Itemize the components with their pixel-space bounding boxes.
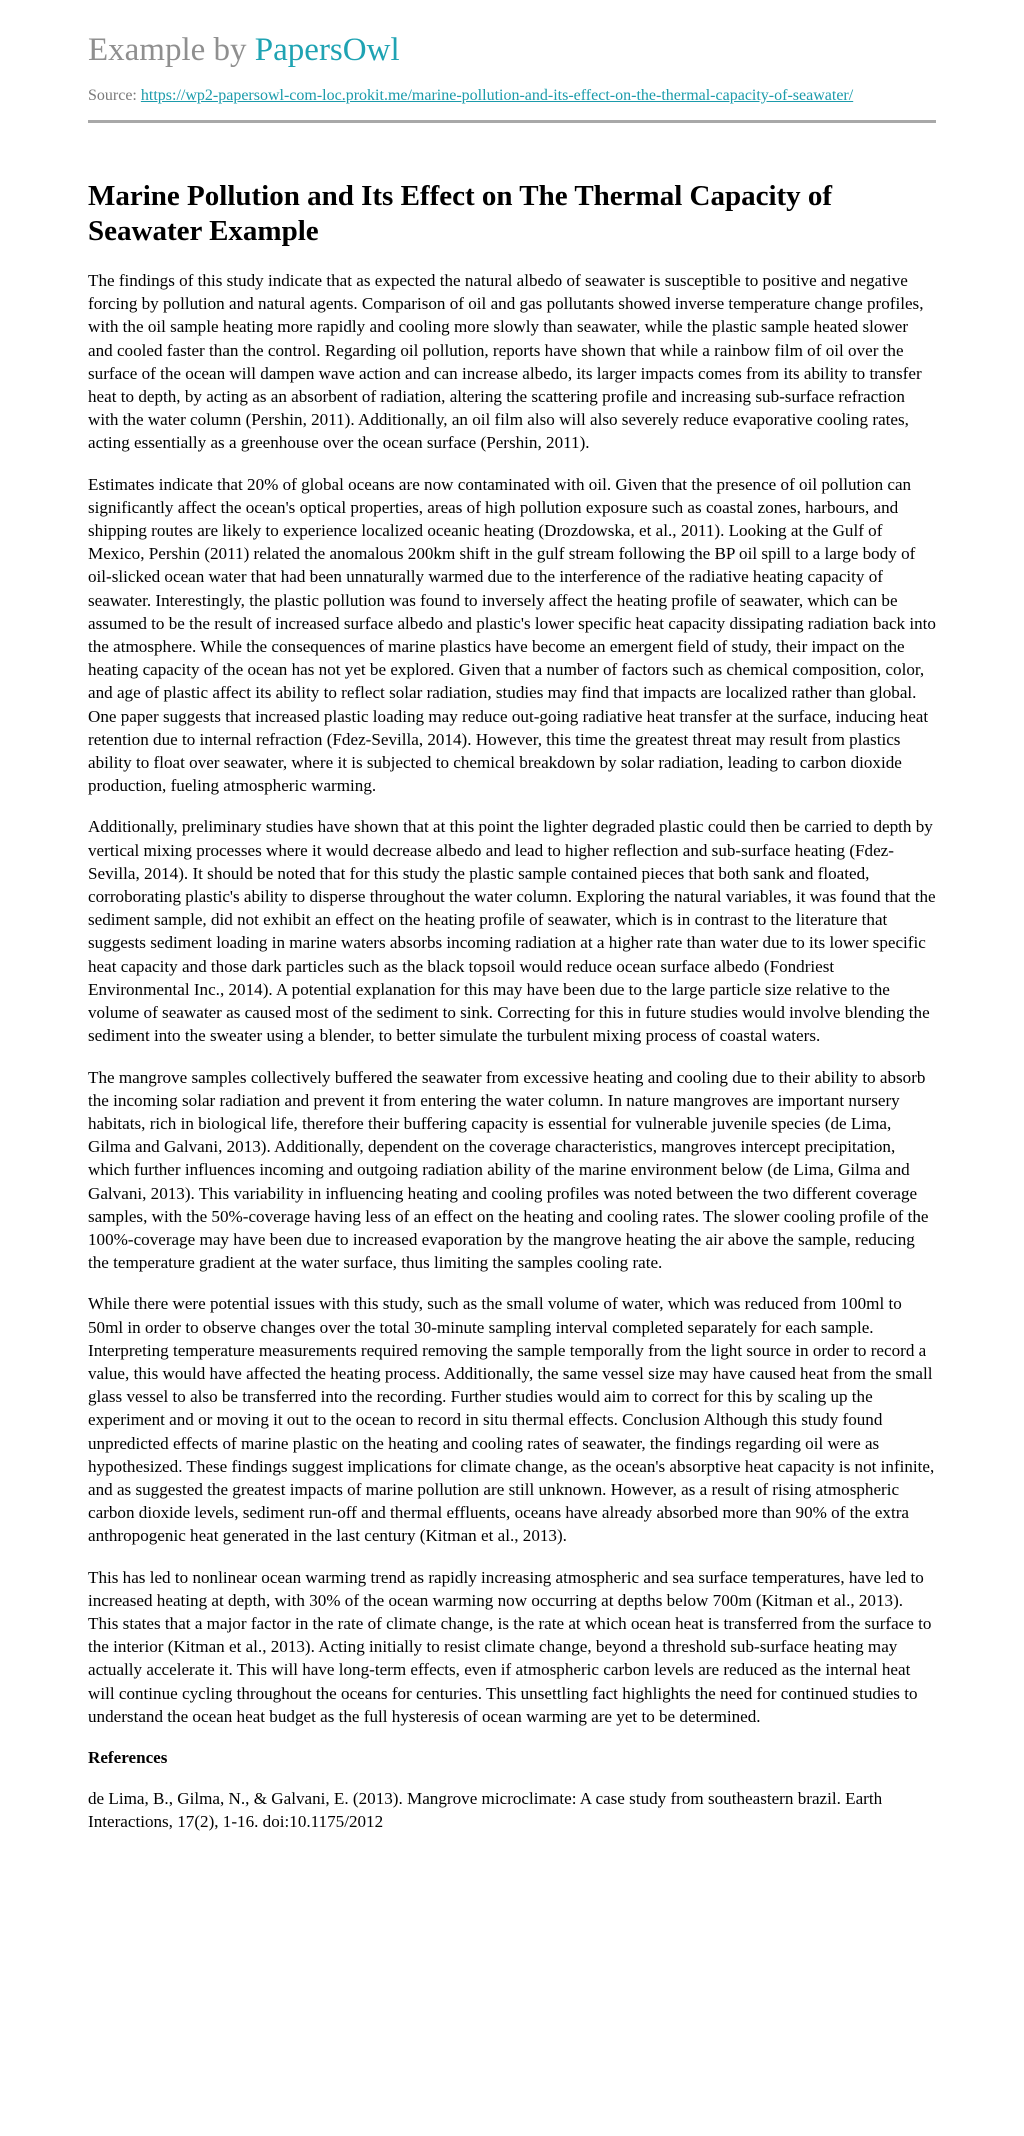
reference-item: de Lima, B., Gilma, N., & Galvani, E. (2013). Mangrove microclimate: A case study from southeastern brazil. Earth Interactions, 17(2), 1-16. doi:10.1175/2012 <box>88 1788 883 1832</box>
source-line <box>88 86 936 106</box>
article <box>88 179 936 1833</box>
header-divider <box>88 120 936 123</box>
source-link[interactable]: https://wp2-papersowl-com-loc.prokit.me/marine-pollution-and-its-effect-on-the-thermal-capacity-of-seawater/ <box>140 87 854 104</box>
site-header <box>88 28 936 123</box>
article-paragraph: This has led to nonlinear ocean warming trend as rapidly increasing atmospheric and sea surface temperatures, have led to increased heating at depth, with 30% of the ocean warming now occurring at depths below 700m (Kitman et al., 2013). This states that a major factor in the rate of climate change, is the rate at which ocean heat is transferred from the surface to the interior (Kitman et al., 2013). Acting initially to resist climate change, beyond a threshold sub-surface heating may actually accelerate it. This will have long-term effects, even if atmospheric carbon levels are reduced as the internal heat will continue cycling throughout the oceans for centuries. This unsettling fact highlights the need for continued studies to understand the ocean heat budget as the full hysteresis of ocean warming are yet to be determined. <box>88 1567 932 1726</box>
article-paragraph: Estimates indicate that 20% of global oceans are now contaminated with oil. Given that the presence of oil pollution can significantly affect the ocean's optical properties, areas of high pollution exposure such as coastal zones, harbours, and shipping routes are likely to experience localized oceanic heating (Drozdowska, et al., 2011). Looking at the Gulf of Mexico, Pershin (2011) related the anomalous 200km shift in the gulf stream following the BP oil spill to a large body of oil-slicked ocean water that had been unnaturally warmed due to the interference of the radiative heating capacity of seawater. Interestingly, the plastic pollution was found to inversely affect the heating profile of seawater, which can be assumed to be the result of increased surface albedo and plastic's lower specific heat capacity dissipating radiation back into the atmosphere. While the consequences of marine plastics have become an emergent field of study, their impact on the heating capacity of the ocean has not yet be explored. Given that a number of factors such as chemical composition, color, and age of plastic affect its ability to reflect solar radiation, studies may find that impacts are localized rather than global. One paper suggests that increased plastic loading may reduce out-going radiative heat transfer at the surface, inducing heat retention due to internal refraction (Fdez-Sevilla, 2014). However, this time the greatest threat may result from plastics ability to float over seawater, where it is subjected to chemical breakdown by solar radiation, leading to carbon dioxide production, fueling atmospheric warming. <box>88 474 936 796</box>
article-paragraph: The mangrove samples collectively buffered the seawater from excessive heating and cooling due to their ability to absorb the incoming solar radiation and prevent it from entering the water column. In nature mangroves are important nursery habitats, rich in biological life, therefore their buffering capacity is essential for vulnerable juvenile species (de Lima, Gilma and Galvani, 2013). Additionally, dependent on the coverage characteristics, mangroves intercept precipitation, which further influences incoming and outgoing radiation ability of the marine environment below (de Lima, Gilma and Galvani, 2013). This variability in influencing heating and cooling profiles was noted between the two different coverage samples, with the 50%-coverage having less of an effect on the heating and cooling rates. The slower cooling profile of the 100%-coverage may have been due to increased evaporation by the mangrove heating the air above the sample, reducing the temperature gradient at the water surface, thus limiting the samples cooling rate. <box>88 1067 929 1273</box>
references-heading: References <box>88 1747 168 1767</box>
article-paragraph: While there were potential issues with this study, such as the small volume of water, which was reduced from 100ml to 50ml in order to observe changes over the total 30-minute sampling interval completed separately for each sample. Interpreting temperature measurements required removing the sample temporally from the light source in order to record a value, this would have affected the heating process. Additionally, the same vessel size may have caused heat from the small glass vessel to also be transferred into the recording. Further studies would aim to correct for this by scaling up the experiment and or moving it out to the ocean to record in situ thermal effects. Conclusion Although this study found unpredicted effects of marine plastic on the heating and cooling rates of seawater, the findings regarding oil were as hypothesized. These findings suggest implications for climate change, as the ocean's absorptive heat capacity is not infinite, and as suggested the greatest impacts of marine pollution are still unknown. However, as a result of rising atmospheric carbon dioxide levels, sediment run-off and thermal effluents, oceans have already absorbed more than 90% of the extra anthropogenic heat generated in the last century (Kitman et al., 2013). <box>88 1294 935 1546</box>
brand-prefix: Example by <box>88 32 255 68</box>
article-paragraph: Additionally, preliminary studies have shown that at this point the lighter degraded plastic could then be carried to depth by vertical mixing processes where it would decrease albedo and lead to higher reflection and sub-surface heating (Fdez-Sevilla, 2014). It should be noted that for this study the plastic sample contained pieces that both sank and floated, corroborating plastic's ability to disperse throughout the water column. Exploring the natural variables, it was found that the sediment sample, did not exhibit an effect on the heating profile of seawater, which is in contrast to the literature that suggests sediment loading in marine waters absorbs incoming radiation at a higher rate than water due to its lower specific heat capacity and those dark particles such as the black topsoil would reduce ocean surface albedo (Fondriest Environmental Inc., 2014). A potential explanation for this may have been due to the large particle size relative to the volume of seawater as caused most of the sediment to sink. Correcting for this in future studies would involve blending the sediment into the sweater using a blender, to better simulate the turbulent mixing process of coastal waters. <box>88 817 936 1046</box>
brand-name: PapersOwl <box>254 32 400 68</box>
article-title: Marine Pollution and Its Effect on The Thermal Capacity of Seawater Example <box>88 180 833 247</box>
brand-heading <box>88 28 936 72</box>
article-paragraph: The findings of this study indicate that as expected the natural albedo of seawater is susceptible to positive and negative forcing by pollution and natural agents. Comparison of oil and gas pollutants showed inverse temperature change profiles, with the oil sample heating more rapidly and cooling more slowly than seawater, while the plastic sample heated slower and cooled faster than the control. Regarding oil pollution, reports have shown that while a rainbow film of oil over the surface of the ocean will dampen wave action and can increase albedo, its larger impacts comes from its ability to transfer heat to depth, by acting as an absorbent of radiation, altering the scattering profile and increasing sub-surface refraction with the water column (Pershin, 2011). Additionally, an oil film also will also severely reduce evaporative cooling rates, acting essentially as a greenhouse over the ocean surface (Pershin, 2011). <box>88 271 924 453</box>
source-label: Source: <box>88 87 141 104</box>
